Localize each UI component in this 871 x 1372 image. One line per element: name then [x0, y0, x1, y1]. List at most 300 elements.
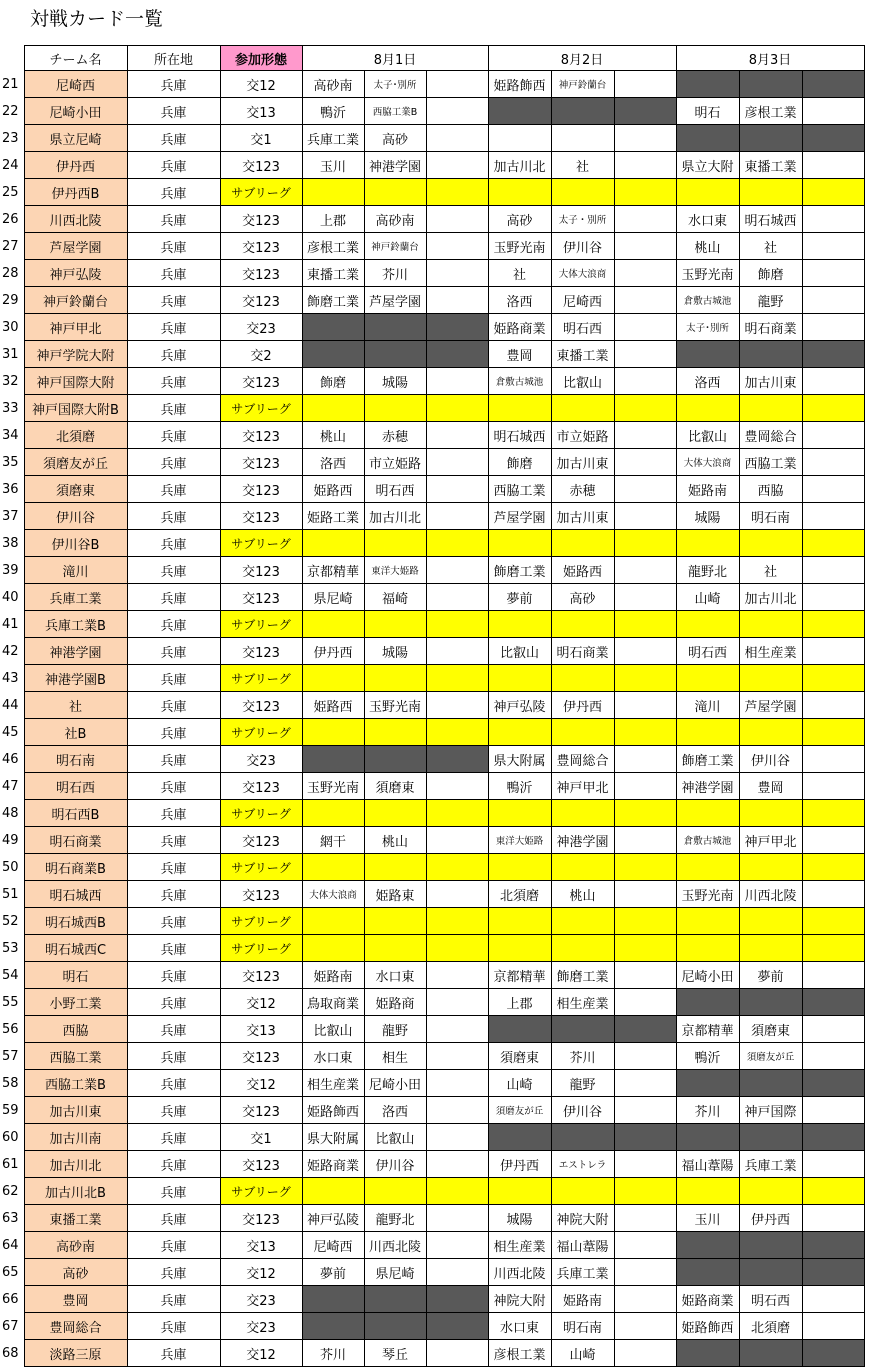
- team-name: 尼崎西: [24, 71, 127, 98]
- opponent-cell: 西脇: [739, 476, 802, 503]
- opponent-cell: 芦屋学園: [739, 692, 802, 719]
- sub-league-empty-cell: [739, 719, 802, 746]
- participation-format: サブリーグ: [220, 530, 302, 557]
- row-number: 49: [2, 832, 19, 848]
- opponent-cell: 伊川谷: [364, 1151, 426, 1178]
- team-location: 兵庫: [127, 881, 220, 908]
- no-match-cell: [802, 1232, 864, 1259]
- opponent-cell: 兵庫工業: [551, 1259, 614, 1286]
- opponent-cell: 伊川谷: [551, 233, 614, 260]
- participation-format: 交123: [220, 1205, 302, 1232]
- team-name: 明石城西: [24, 881, 127, 908]
- extra-cell: [426, 989, 488, 1016]
- extra-cell: [426, 449, 488, 476]
- sub-league-empty-cell: [676, 935, 739, 962]
- team-location: 兵庫: [127, 1151, 220, 1178]
- row-number: 27: [2, 238, 19, 254]
- participation-format: 交123: [220, 152, 302, 179]
- sub-league-empty-cell: [739, 611, 802, 638]
- no-match-cell: [676, 1232, 739, 1259]
- opponent-cell: 伊川谷: [739, 746, 802, 773]
- extra-cell: [614, 71, 676, 98]
- opponent-cell: 夢前: [739, 962, 802, 989]
- opponent-cell: 須磨友が丘: [739, 1043, 802, 1070]
- row-number: 28: [2, 265, 19, 281]
- sub-league-empty-cell: [488, 935, 551, 962]
- sub-league-empty-cell: [488, 611, 551, 638]
- opponent-cell: 神港学園: [676, 773, 739, 800]
- extra-cell: [802, 1097, 864, 1124]
- sub-league-empty-cell: [364, 395, 426, 422]
- opponent-cell: 大体大浪商: [551, 260, 614, 287]
- participation-format: 交123: [220, 287, 302, 314]
- opponent-cell: 姫路南: [676, 476, 739, 503]
- opponent-cell: 福山葦陽: [551, 1232, 614, 1259]
- sub-league-empty-cell: [551, 800, 614, 827]
- sub-league-empty-cell: [364, 179, 426, 206]
- sub-league-empty-cell: [802, 179, 864, 206]
- opponent-cell: 洛西: [364, 1097, 426, 1124]
- table-row: [2, 1016, 864, 1043]
- team-name: 須磨友が丘: [24, 449, 127, 476]
- sub-league-empty-cell: [426, 665, 488, 692]
- row-number: 65: [2, 1264, 19, 1280]
- extra-cell: [614, 692, 676, 719]
- extra-cell: [802, 1313, 864, 1340]
- extra-cell: [614, 260, 676, 287]
- opponent-cell: 桃山: [364, 827, 426, 854]
- team-location: 兵庫: [127, 179, 220, 206]
- extra-cell: [426, 1205, 488, 1232]
- extra-cell: [614, 1151, 676, 1178]
- participation-format: 交123: [220, 449, 302, 476]
- opponent-cell: 姫路東: [364, 881, 426, 908]
- opponent-cell: 明石: [676, 98, 739, 125]
- header-num: [2, 46, 24, 71]
- sub-league-empty-cell: [802, 530, 864, 557]
- opponent-cell: 尼崎西: [302, 1232, 364, 1259]
- sub-league-empty-cell: [739, 665, 802, 692]
- opponent-cell: 神港学園: [364, 152, 426, 179]
- team-location: 兵庫: [127, 719, 220, 746]
- participation-format: サブリーグ: [220, 395, 302, 422]
- sub-league-empty-cell: [302, 719, 364, 746]
- opponent-cell: 川西北陵: [364, 1232, 426, 1259]
- sub-league-empty-cell: [488, 800, 551, 827]
- participation-format: 交123: [220, 206, 302, 233]
- opponent-cell: 高砂南: [302, 71, 364, 98]
- sub-league-empty-cell: [739, 935, 802, 962]
- table-row: [2, 1205, 864, 1232]
- opponent-cell: 倉敷古城池: [676, 287, 739, 314]
- opponent-cell: 県尼崎: [302, 584, 364, 611]
- opponent-cell: 高砂: [488, 206, 551, 233]
- team-location: 兵庫: [127, 557, 220, 584]
- team-location: 兵庫: [127, 827, 220, 854]
- opponent-cell: 社: [739, 233, 802, 260]
- opponent-cell: 東播工業: [302, 260, 364, 287]
- participation-format: 交123: [220, 692, 302, 719]
- no-match-cell: [739, 989, 802, 1016]
- team-location: 兵庫: [127, 1313, 220, 1340]
- header-row: [2, 46, 864, 71]
- opponent-cell: 尼崎小田: [364, 1070, 426, 1097]
- row-number: 42: [2, 643, 19, 659]
- participation-format: 交123: [220, 233, 302, 260]
- opponent-cell: 水口東: [676, 206, 739, 233]
- team-location: 兵庫: [127, 1043, 220, 1070]
- sub-league-empty-cell: [614, 179, 676, 206]
- opponent-cell: 太子･別所: [676, 314, 739, 341]
- opponent-cell: 城陽: [488, 1205, 551, 1232]
- team-location: 兵庫: [127, 98, 220, 125]
- extra-cell: [426, 206, 488, 233]
- opponent-cell: 芥川: [551, 1043, 614, 1070]
- extra-cell: [426, 476, 488, 503]
- opponent-cell: エストレラ: [551, 1151, 614, 1178]
- row-number: 64: [2, 1237, 19, 1253]
- opponent-cell: 芦屋学園: [488, 503, 551, 530]
- table-row: [2, 476, 864, 503]
- extra-cell: [802, 233, 864, 260]
- participation-format: 交123: [220, 260, 302, 287]
- team-name: 明石城西B: [24, 908, 127, 935]
- extra-cell: [426, 1097, 488, 1124]
- sub-league-empty-cell: [426, 908, 488, 935]
- extra-cell: [802, 584, 864, 611]
- extra-cell: [614, 638, 676, 665]
- extra-cell: [614, 557, 676, 584]
- opponent-cell: 玉野光南: [364, 692, 426, 719]
- row-number: 37: [2, 508, 19, 524]
- team-name: 神戸国際大附: [24, 368, 127, 395]
- extra-cell: [614, 368, 676, 395]
- extra-cell: [802, 746, 864, 773]
- sub-league-empty-cell: [302, 665, 364, 692]
- sub-league-empty-cell: [551, 179, 614, 206]
- team-name: 高砂南: [24, 1232, 127, 1259]
- sub-league-empty-cell: [676, 179, 739, 206]
- row-number: 54: [2, 967, 19, 983]
- sub-league-empty-cell: [488, 530, 551, 557]
- sub-league-empty-cell: [802, 719, 864, 746]
- opponent-cell: 桃山: [676, 233, 739, 260]
- opponent-cell: 太子・別所: [551, 206, 614, 233]
- sub-league-empty-cell: [739, 800, 802, 827]
- team-location: 兵庫: [127, 1232, 220, 1259]
- opponent-cell: 相生: [364, 1043, 426, 1070]
- opponent-cell: 社: [739, 557, 802, 584]
- opponent-cell: 姫路商業: [676, 1286, 739, 1313]
- team-name: 明石南: [24, 746, 127, 773]
- opponent-cell: 須磨東: [739, 1016, 802, 1043]
- opponent-cell: 飾磨: [488, 449, 551, 476]
- sub-league-empty-cell: [364, 665, 426, 692]
- opponent-cell: 水口東: [364, 962, 426, 989]
- table-row: [2, 1178, 864, 1205]
- row-number: 66: [2, 1291, 19, 1307]
- sub-league-empty-cell: [614, 800, 676, 827]
- team-name: 兵庫工業B: [24, 611, 127, 638]
- extra-cell: [802, 287, 864, 314]
- opponent-cell: 福崎: [364, 584, 426, 611]
- sub-league-empty-cell: [614, 395, 676, 422]
- sub-league-empty-cell: [302, 935, 364, 962]
- opponent-cell: 神戸弘陵: [488, 692, 551, 719]
- opponent-cell: 芦屋学園: [364, 287, 426, 314]
- table-row: [2, 98, 864, 125]
- extra-cell: [802, 1205, 864, 1232]
- opponent-cell: 玉川: [676, 1205, 739, 1232]
- no-match-cell: [739, 1124, 802, 1151]
- table-row: [2, 1151, 864, 1178]
- extra-cell: [614, 1043, 676, 1070]
- extra-cell: [426, 962, 488, 989]
- team-name: 北須磨: [24, 422, 127, 449]
- sub-league-empty-cell: [551, 665, 614, 692]
- opponent-cell: 豊岡: [488, 341, 551, 368]
- row-number: 21: [2, 76, 19, 92]
- team-location: 兵庫: [127, 503, 220, 530]
- extra-cell: [614, 827, 676, 854]
- sub-league-empty-cell: [426, 179, 488, 206]
- row-number: 60: [2, 1129, 19, 1145]
- opponent-cell: 相生産業: [551, 989, 614, 1016]
- sub-league-empty-cell: [488, 908, 551, 935]
- row-number: 44: [2, 697, 19, 713]
- opponent-cell: 明石西: [364, 476, 426, 503]
- opponent-cell: 飾磨: [302, 368, 364, 395]
- no-match-cell: [364, 1313, 426, 1340]
- sub-league-empty-cell: [614, 854, 676, 881]
- table-row: [2, 1070, 864, 1097]
- extra-cell: [802, 827, 864, 854]
- opponent-cell: 相生産業: [302, 1070, 364, 1097]
- table-row: [2, 989, 864, 1016]
- opponent-cell: 明石城西: [488, 422, 551, 449]
- sub-league-empty-cell: [302, 395, 364, 422]
- opponent-cell: 鴨沂: [302, 98, 364, 125]
- team-name: 兵庫工業: [24, 584, 127, 611]
- opponent-cell: 高砂: [551, 584, 614, 611]
- opponent-cell: 洛西: [302, 449, 364, 476]
- table-row: [2, 1097, 864, 1124]
- no-match-cell: [676, 1124, 739, 1151]
- participation-format: 交123: [220, 962, 302, 989]
- sub-league-empty-cell: [551, 908, 614, 935]
- team-name: 明石城西C: [24, 935, 127, 962]
- team-name: 社B: [24, 719, 127, 746]
- no-match-cell: [802, 71, 864, 98]
- extra-cell: [802, 692, 864, 719]
- extra-cell: [614, 125, 676, 152]
- extra-cell: [426, 368, 488, 395]
- row-number: 63: [2, 1210, 19, 1226]
- opponent-cell: 龍野北: [364, 1205, 426, 1232]
- no-match-cell: [802, 1124, 864, 1151]
- team-name: 明石: [24, 962, 127, 989]
- sub-league-empty-cell: [426, 854, 488, 881]
- no-match-cell: [802, 1070, 864, 1097]
- opponent-cell: 夢前: [302, 1259, 364, 1286]
- team-location: 兵庫: [127, 989, 220, 1016]
- sub-league-empty-cell: [676, 395, 739, 422]
- sub-league-empty-cell: [614, 530, 676, 557]
- opponent-cell: 伊丹西: [302, 638, 364, 665]
- opponent-cell: 彦根工業: [302, 233, 364, 260]
- participation-format: 交123: [220, 476, 302, 503]
- extra-cell: [614, 962, 676, 989]
- no-match-cell: [302, 1313, 364, 1340]
- sub-league-empty-cell: [676, 800, 739, 827]
- opponent-cell: 玉野光南: [676, 881, 739, 908]
- no-match-cell: [676, 71, 739, 98]
- opponent-cell: 県大附属: [302, 1124, 364, 1151]
- participation-format: 交12: [220, 989, 302, 1016]
- table-row: [2, 1232, 864, 1259]
- team-location: 兵庫: [127, 611, 220, 638]
- row-number: 35: [2, 454, 19, 470]
- participation-format: 交123: [220, 557, 302, 584]
- no-match-cell: [676, 125, 739, 152]
- opponent-cell: 明石西: [739, 1286, 802, 1313]
- row-number: 36: [2, 481, 19, 497]
- opponent-cell: 明石城西: [739, 206, 802, 233]
- team-location: 兵庫: [127, 584, 220, 611]
- extra-cell: [426, 152, 488, 179]
- opponent-cell: 城陽: [364, 368, 426, 395]
- sub-league-empty-cell: [551, 395, 614, 422]
- team-location: 兵庫: [127, 800, 220, 827]
- row-number: 22: [2, 103, 19, 119]
- extra-cell: [614, 1313, 676, 1340]
- row-number: 56: [2, 1021, 19, 1037]
- sub-league-empty-cell: [426, 935, 488, 962]
- team-location: 兵庫: [127, 449, 220, 476]
- no-match-cell: [802, 1340, 864, 1367]
- row-number: 29: [2, 292, 19, 308]
- extra-cell: [802, 152, 864, 179]
- opponent-cell: 水口東: [302, 1043, 364, 1070]
- team-name: 西脇工業B: [24, 1070, 127, 1097]
- sub-league-empty-cell: [302, 1178, 364, 1205]
- no-match-cell: [676, 1070, 739, 1097]
- opponent-cell: 西脇工業B: [364, 98, 426, 125]
- extra-cell: [426, 1259, 488, 1286]
- row-number: 57: [2, 1048, 19, 1064]
- no-match-cell: [488, 1124, 551, 1151]
- team-name: 尼崎小田: [24, 98, 127, 125]
- participation-format: 交123: [220, 1097, 302, 1124]
- opponent-cell: 比叡山: [302, 1016, 364, 1043]
- opponent-cell: 市立姫路: [551, 422, 614, 449]
- sub-league-empty-cell: [614, 1178, 676, 1205]
- opponent-cell: 神港学園: [551, 827, 614, 854]
- extra-cell: [802, 260, 864, 287]
- opponent-cell: 赤穂: [551, 476, 614, 503]
- participation-format: サブリーグ: [220, 800, 302, 827]
- opponent-cell: 倉敷古城池: [676, 827, 739, 854]
- extra-cell: [426, 881, 488, 908]
- team-location: 兵庫: [127, 233, 220, 260]
- sub-league-empty-cell: [364, 611, 426, 638]
- sub-league-empty-cell: [676, 611, 739, 638]
- sub-league-empty-cell: [426, 1178, 488, 1205]
- opponent-cell: 彦根工業: [739, 98, 802, 125]
- sub-league-empty-cell: [739, 854, 802, 881]
- no-match-cell: [614, 1016, 676, 1043]
- team-location: 兵庫: [127, 1070, 220, 1097]
- participation-format: 交12: [220, 1340, 302, 1367]
- table-row: [2, 827, 864, 854]
- extra-cell: [802, 1151, 864, 1178]
- sub-league-empty-cell: [302, 800, 364, 827]
- sub-league-empty-cell: [676, 530, 739, 557]
- no-match-cell: [676, 1340, 739, 1367]
- opponent-cell: 市立姫路: [364, 449, 426, 476]
- row-number: 24: [2, 157, 19, 173]
- extra-cell: [614, 1340, 676, 1367]
- team-location: 兵庫: [127, 692, 220, 719]
- page-title: 対戦カード一覧: [30, 8, 164, 30]
- team-location: 兵庫: [127, 152, 220, 179]
- extra-cell: [614, 881, 676, 908]
- no-match-cell: [364, 1286, 426, 1313]
- opponent-cell: 龍野: [551, 1070, 614, 1097]
- opponent-cell: 姫路商: [364, 989, 426, 1016]
- opponent-cell: 京都精華: [676, 1016, 739, 1043]
- sub-league-empty-cell: [551, 1178, 614, 1205]
- table-row: [2, 692, 864, 719]
- extra-cell: [426, 503, 488, 530]
- sub-league-empty-cell: [302, 530, 364, 557]
- extra-cell: [802, 962, 864, 989]
- sub-league-empty-cell: [551, 719, 614, 746]
- sub-league-empty-cell: [488, 395, 551, 422]
- team-name: 川西北陵: [24, 206, 127, 233]
- opponent-cell: 伊丹西: [551, 692, 614, 719]
- opponent-cell: 大体大浪商: [676, 449, 739, 476]
- opponent-cell: 加古川東: [739, 368, 802, 395]
- opponent-cell: 上郡: [302, 206, 364, 233]
- opponent-cell: 姫路飾西: [488, 71, 551, 98]
- opponent-cell: 龍野: [364, 1016, 426, 1043]
- opponent-cell: 比叡山: [676, 422, 739, 449]
- extra-cell: [614, 746, 676, 773]
- opponent-cell: 城陽: [676, 503, 739, 530]
- header-format: 参加形態: [220, 46, 302, 71]
- opponent-cell: 豊岡総合: [551, 746, 614, 773]
- extra-cell: [426, 233, 488, 260]
- sub-league-empty-cell: [426, 530, 488, 557]
- opponent-cell: 西脇工業: [488, 476, 551, 503]
- sub-league-empty-cell: [614, 719, 676, 746]
- no-match-cell: [676, 989, 739, 1016]
- no-match-cell: [302, 341, 364, 368]
- no-match-cell: [426, 746, 488, 773]
- opponent-cell: 芥川: [302, 1340, 364, 1367]
- opponent-cell: 山崎: [676, 584, 739, 611]
- participation-format: 交123: [220, 1043, 302, 1070]
- table-row: [2, 314, 864, 341]
- opponent-cell: 網干: [302, 827, 364, 854]
- team-name: 加古川東: [24, 1097, 127, 1124]
- sub-league-empty-cell: [614, 611, 676, 638]
- participation-format: 交1: [220, 1124, 302, 1151]
- sub-league-empty-cell: [676, 665, 739, 692]
- team-name: 伊川谷B: [24, 530, 127, 557]
- participation-format: サブリーグ: [220, 665, 302, 692]
